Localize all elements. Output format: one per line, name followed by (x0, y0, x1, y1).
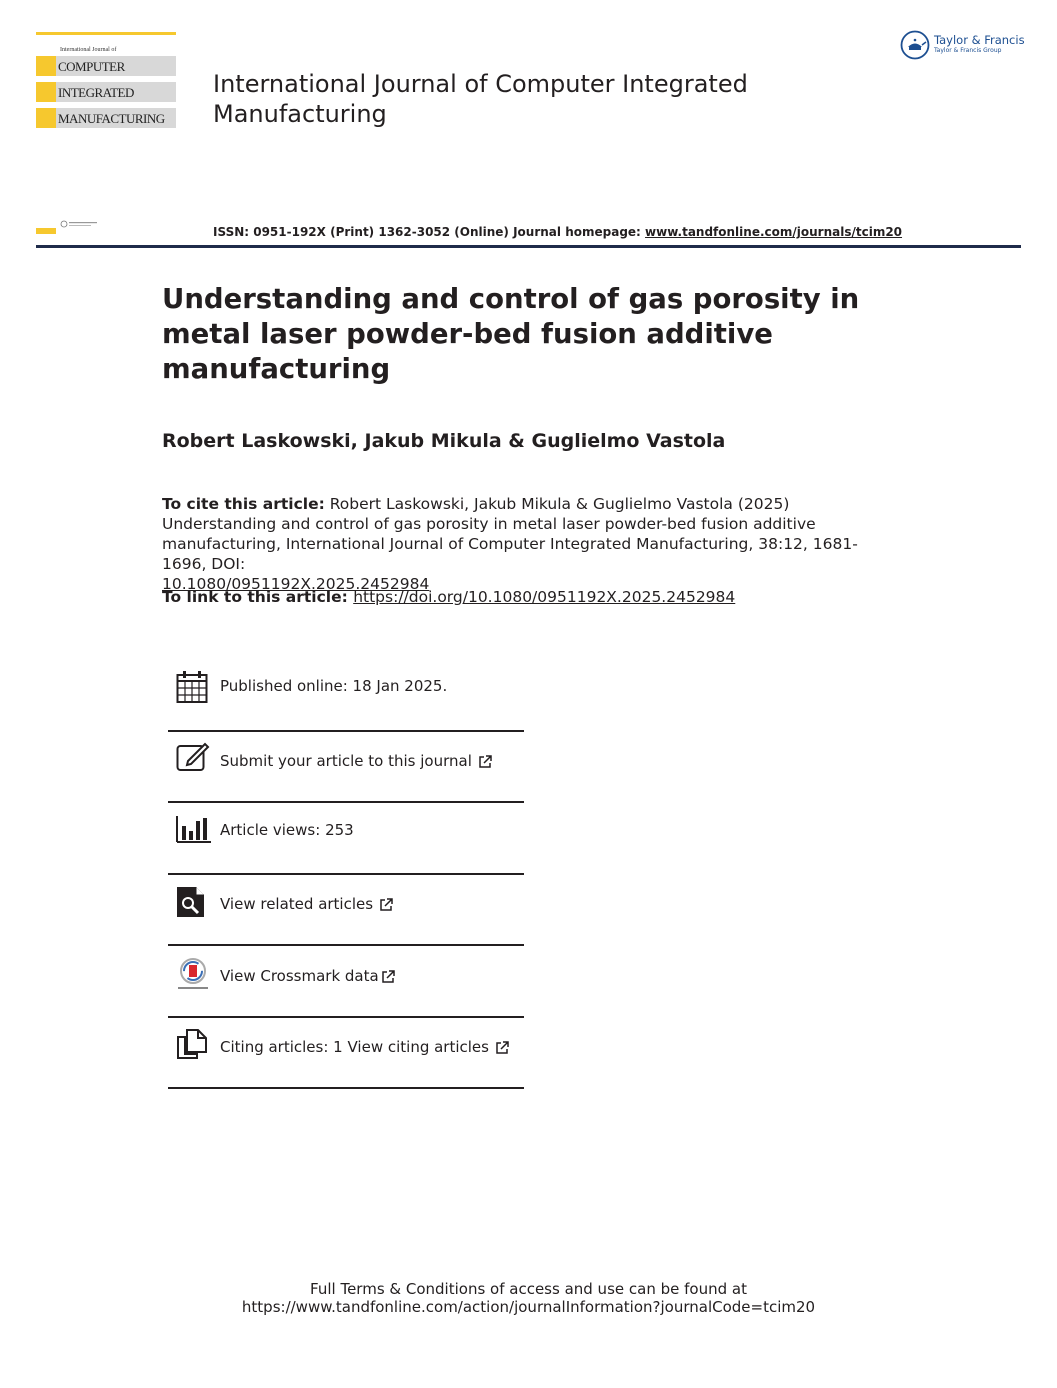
views-item (168, 812, 524, 852)
footer-terms (0, 1280, 1057, 1316)
item-divider (168, 1087, 524, 1089)
copy-documents-icon (176, 1028, 208, 1060)
crossmark-item[interactable] (168, 955, 524, 999)
citation-doi-link[interactable]: 10.1080/0951192X.2025.2452984 (162, 575, 430, 593)
teapot-icon (900, 30, 930, 60)
cover-journal-small: International Journal of (60, 47, 117, 53)
published-date: Published online: 18 Jan 2025. (220, 677, 448, 695)
crossmark-link[interactable] (220, 967, 395, 985)
small-cover-bar (36, 228, 56, 234)
related-label: View related articles (220, 895, 374, 913)
article-views: Article views: 253 (220, 821, 354, 839)
external-link-icon (379, 898, 393, 912)
edit-icon (176, 742, 210, 772)
bar-chart-icon (176, 814, 212, 844)
journal-homepage-link[interactable]: www.tandfonline.com/journals/tcim20 (645, 225, 903, 239)
citing-label: Citing articles: 1 View citing articles (220, 1038, 489, 1056)
publisher-group: Taylor & Francis Group (934, 47, 1002, 54)
article-link-line (162, 587, 735, 607)
footer-terms-link[interactable]: https://www.tandfonline.com/action/journalInformation?journalCode=tcim20 (241, 1298, 816, 1316)
external-link-icon (478, 755, 492, 769)
issn-text: ISSN: 0951-192X (Print) 1362-3052 (Online) Journal homepage: (213, 225, 646, 239)
link-label: To link to this article: (162, 588, 354, 606)
submit-item[interactable] (168, 740, 524, 784)
crossmark-label: View Crossmark data (220, 967, 379, 985)
issn-line (213, 225, 902, 239)
crossmark-icon (176, 957, 210, 993)
item-divider (168, 1016, 524, 1018)
item-divider (168, 730, 524, 732)
cover-line-1: COMPUTER (58, 59, 125, 74)
cover-line-2: INTEGRATED (58, 85, 134, 100)
journal-title: International Journal of Computer Integrated Manufacturing (213, 70, 748, 128)
header-divider (36, 245, 1021, 248)
article-authors: Robert Laskowski, Jakub Mikula & Guglielmo Vastola (162, 430, 726, 452)
citation-block (162, 494, 902, 594)
item-divider (168, 873, 524, 875)
related-articles-link[interactable] (220, 895, 393, 913)
citing-item[interactable] (168, 1026, 524, 1070)
citation-label: To cite this article: (162, 495, 325, 513)
cover-top-bar (36, 32, 176, 35)
citation-text: Robert Laskowski, Jakub Mikula & Guglielmo Vastola (2025) Understanding and control of gas porosity in metal laser powder-bed fusion additive manufacturing, International Journal of Computer Integrated Manufacturing, 38:12, 1681-1696, DOI: (162, 495, 858, 573)
published-item (168, 668, 524, 708)
article-doi-link[interactable]: https://doi.org/10.1080/0951192X.2025.2452984 (353, 588, 736, 606)
cover-row (36, 82, 176, 102)
external-link-icon (381, 970, 395, 984)
search-document-icon (176, 886, 206, 918)
calendar-icon (176, 670, 208, 704)
footer-line-1: Full Terms & Conditions of access and use can be found at (310, 1280, 747, 1298)
related-item[interactable] (168, 884, 524, 928)
citing-articles-link[interactable] (220, 1038, 509, 1056)
small-publisher-logo (60, 220, 100, 230)
cover-row (36, 56, 176, 76)
submit-label: Submit your article to this journal (220, 752, 472, 770)
cover-line-3: MANUFACTURING (58, 111, 165, 126)
cover-row (36, 108, 176, 128)
external-link-icon (495, 1041, 509, 1055)
publisher-logo[interactable] (900, 30, 1025, 60)
item-divider (168, 801, 524, 803)
journal-cover (36, 32, 176, 128)
item-divider (168, 944, 524, 946)
article-title: Understanding and control of gas porosity in metal laser powder-bed fusion additive manufacturing (162, 283, 860, 385)
submit-article-link[interactable] (220, 752, 492, 770)
publisher-name: Taylor & Francis (934, 33, 1025, 47)
